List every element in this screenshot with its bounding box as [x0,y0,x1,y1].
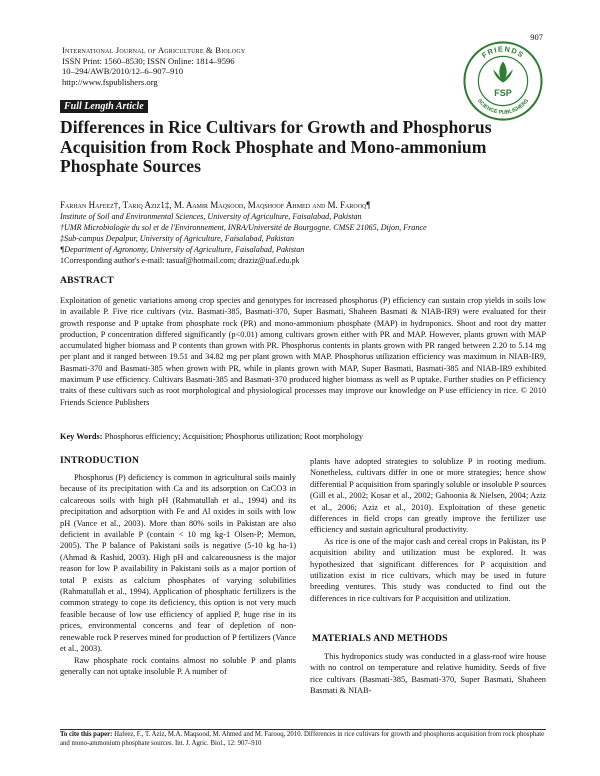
methods-column [310,651,546,697]
logo-monogram: FSP [494,87,512,98]
affiliation-1: Institute of Soil and Environmental Sciences, University of Agriculture, Faisalabad, Pakistan [60,212,362,221]
citation-footer [60,731,546,748]
keywords-text: Phosphorus efficiency; Acquisition; Phosphorus utilization; Root morphology [104,432,364,441]
journal-header [62,45,245,87]
intro-paragraph-3: plants have adopted strategies to solublize P in rooting medium. Nonetheless, cultivars differ in one or more strategies; hence show differential P acquisition from sparingly soluble or insoluble P sources (Gill et al., 2002; Kosar et al., 2002; Gahoonia & Nielsen, 2004; Aziz et al., 2006; Aziz et al., 2010). Exploitation of these genetic differences in field crops can greatly improve the fertilizer use efficiency and sustain agricultural productivity. [310,457,546,535]
journal-url[interactable]: http://www.fspublishers.org [62,76,158,87]
intro-paragraph-2: Raw phosphate rock contains almost no soluble P and plants generally can not uptake insoluble P. A number of [60,655,296,676]
title-line-3: Phosphate Sources [60,156,201,176]
journal-doi: 10–294/AWB/2010/12–6–907–910 [62,66,184,76]
affiliation-4: ¶Department of Agronomy, University of Agriculture, Faisalabad, Pakistan [60,245,305,254]
page-number: 907 [530,32,543,42]
keywords-label: Key Words: [60,432,103,441]
introduction-heading: INTRODUCTION [60,455,140,466]
citation-text: Hafeez, F., T. Aziz, M.A. Maqsood, M. Ahmed and M. Farooq, 2010. Differences in rice cultivars for growth and phosphorus acquisition from rock phosphate and mono-ammonium phosphate sources. Int. J. Agric. Biol., 12: 907–910 [60,731,545,747]
affiliation-2: †UMR Microbiologie du sol et de l'Environnement, INRA/Université de Bourgogne. CMSE 21065, Dijon, France [60,223,427,232]
methods-paragraph-1: This hydroponics study was conducted in a glass-roof wire house with no control on temperature and relative humidity. Seeds of five rice cultivars (Basmati-385, Basmati-370, Super Basmati, Shaheen Basmati & NIAB- [310,652,546,696]
title-line-2: Acquisition from Rock Phosphate and Mono-ammonium [60,136,487,157]
author-list: Farhan Hafeez†, Tariq Aziz1‡, M. Aamir Maqsood, Maqshoof Ahmed and M. Farooq¶ [60,200,371,210]
abstract-body: Exploitation of genetic variations among crop species and genotypes for increased phosphorus (P) efficiency can sustain crop yields in soils low in available P. Five rice cultivars (viz. Basmati-385, Basmati-370, Super Basmati, Shaheen Basmati & NIAB-IR9) were evaluated for their growth response and P uptake from phosphate rock (PR) and mono-ammonium phosphate (MAP) in hydroponics. Shoot and root dry matter production, P concentration differed significantly (p<0.01) among cultivars grown either with PR and MAP. However, plants grown with MAP accumulated higher biomass and P contents than grown with PR. Phosphorus contents in plants grown with PR ranged between 2.20 to 5.14 mg per plant and it ranged between 19.51 and 34.82 mg per plant grown with MAP. Phosphorus utilization efficiency was maximum in NIAB-IR9, Basmati-370 and Basmati-385 when grown with PR, while in plants grown with MAP, Super Basmati, Basmati-385 and NIAB-IR9 exhibited maximum P use efficiency. Cultivars Basmati-385 and Basmati-370 produced higher biomass as well as P uptake. Further studies on P efficiency traits of these cultivars such as root morphological and physiological processes may improve our knowledge on P use efficiency in rice. © 2010 Friends Science Publishers [60,296,546,407]
title-line-1: Differences in Rice Cultivars for Growth and Phosphorus [60,117,492,137]
keywords [60,432,546,441]
logo-text-top: FRIENDS [480,44,526,60]
intro-paragraph-4: As rice is one of the major cash and cereal crops in Pakistan, its P acquisition ability and utilization must be explored. It was hypothesized that significant differences for P acquisition and utilization exist in rice cultivars, which may be used in future breeding ventures. This study was conducted to find out the differences in rice cultivars for P acquisition and utilization. [310,536,546,603]
left-column [60,472,296,677]
intro-paragraph-1: Phosphorus (P) deficiency is common in agricultural soils mainly because of its precipitation with Ca and its adsorption on CaCO3 in calcareous soils with high pH (Rahmatullah et al., 1994) and its precipitation and adsorption with Fe and Al oxides in soils with low pH (Vance et al., 2003). More than 80% soils in Pakistan are also deficient in available P (contain < 10 mg kg-1 Olsen-P; Memon, 2005). The P balance of Pakistani soils is negative (5-10 kg ha-1) (Ahmad & Rashid, 2003). High pH and calcareousness is the major reason for low P availability in Pakistani soils as a major portion of total P exists as calcium phosphates of varying solubilities (Rahmatullah et al., 1994). Application of phosphatic fertilizers is the common strategy to cope its deficiency, this option is not very much feasible because of low use efficiency of applied P, huge rise in its prices, environmental concerns and fear of depletion of non-renewable rock P reserves mined for production of P fertilizers (Vance et al., 2003). [60,473,296,654]
right-column [310,456,546,604]
citation-label: To cite this paper: [60,731,113,738]
methods-heading: MATERIALS AND METHODS [312,633,448,644]
article-type-banner: Full Length Article [60,100,148,113]
logo-text-bottom: SCIENCE PUBLISHERS [475,98,531,116]
affiliation-3: ‡Sub-campus Depalpur, University of Agriculture, Faisalabad, Pakistan [60,234,295,243]
paper-title [60,118,550,177]
journal-issn: ISSN Print: 1560–8530; ISSN Online: 1814–9596 [62,55,235,66]
footer-divider [60,729,546,730]
abstract-heading: ABSTRACT [60,275,114,286]
corresponding-author: 1Corresponding author's e-mail: tasuaf@hotmail.com; draziz@uaf.edu.pk [60,256,300,265]
journal-name: International Journal of Agriculture & Biology [62,45,246,55]
publisher-logo-icon [462,40,544,122]
